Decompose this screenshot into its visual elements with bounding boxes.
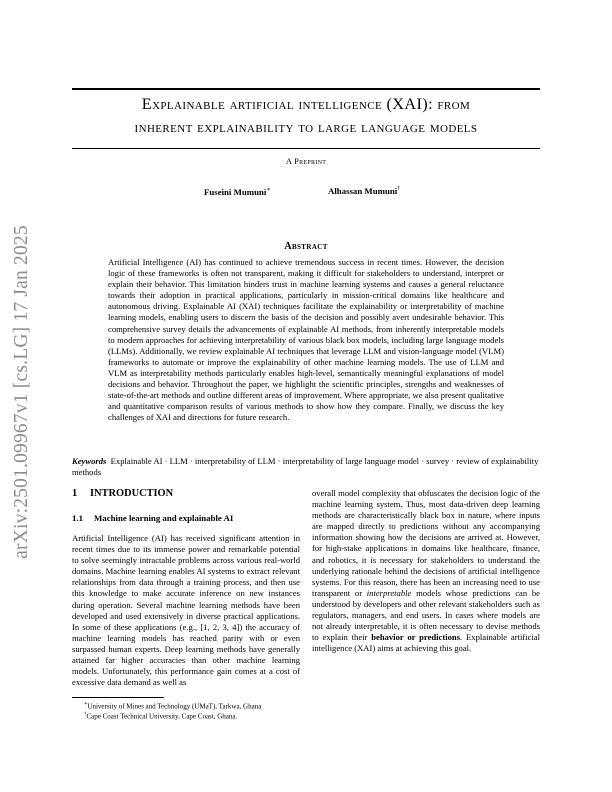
col2-text-1: overall model complexity that obfuscates the decision logic of the machine learning system. Thus, most data-driven deep learning methods are characteristically black box in nature, where inputs are mapped directly to predictions without any accompanying information showing how the decisions are arrived at. However, for high-stake applications in domains like healthcare, finance, and robotics, it is necessary for stakeholders to understand the underlying rationale behind the decisions of artificial intelligence systems. For this reason, there has been an increasing need to use transparent or bbox=[312, 488, 540, 598]
preprint-label: A Preprint bbox=[285, 157, 327, 166]
footnote-1-mark: ∗ bbox=[84, 702, 88, 707]
subsection-number: 1.1 bbox=[72, 513, 83, 523]
col2-text-2: models whose predictions can be understood by developers and other relevant stakeholders such as regulators, managers, and end users. In cases where models are not already interpretable, it is often necessary to devise methods to explain their bbox=[312, 587, 540, 643]
author-2-mark: † bbox=[397, 186, 401, 193]
footnote-2 bbox=[84, 710, 237, 721]
col2-italic: interpretable bbox=[366, 587, 412, 598]
keywords-label: Keywords bbox=[72, 456, 107, 466]
keywords bbox=[72, 456, 540, 478]
title-line-1: Explainable artificial intelligence (XAI): from bbox=[141, 95, 471, 113]
col2-text-3: . Explainable artificial intelligence (XAI) aims at achieving this goal. bbox=[312, 632, 540, 654]
col2-bold: behavior or predictions bbox=[371, 632, 461, 643]
abstract-body: Artificial Intelligence (AI) has continued to achieve tremendous success in recent times. However, the decision logic of these frameworks is often not transparent, making it difficult for stakeholders to understand, interpret or explain their behavior. This limitation hinders trust in machine learning systems and causes a general reluctance towards their adoption in practical applications, particularly in mission-critical domains like healthcare and autonomous driving. Explainable AI (XAI) techniques facilitate the explainability or interpretability of machine learning models, enabling users to discern the basis of the decision and possibly avert undesirable behavior. This comprehensive survey details the advancements of explainable AI methods, from inherently interpretable models to modern approaches for achieving interpretability of various black box models, including large language models (LLMs). Additionally, we review explainable AI techniques that leverage LLM and vision-language model (VLM) frameworks to automate or improve the explainability of other machine learning models. The use of LLM and VLM as interpretability methods particularly enables high-level, semantically meaningful explanations of model decisions and behavior. Throughout the paper, we highlight the scientific principles, strengths and weaknesses of state-of-the-art methods and outline different areas of improvement. Where appropriate, we also present qualitative and quantitative comparison results of various methods to show how they compare. Finally, we discuss the key challenges of XAI and directions for future research. bbox=[108, 257, 504, 423]
footnote-rule bbox=[72, 697, 164, 698]
body-column-left: Artificial Intelligence (AI) has received significant attention in recent times due to its immense power and remarkable potential to solve seemingly intractable problems across various real-world domains. Machine learning enables AI systems to extract relevant relationships from data through a training process, and then use this knowledge to make accurate inference on new instances during operation. Several machine learning methods have been developed and used extensively in diverse practical applications. In some of these applications (e.g., [1, 2, 3, 4]) the accuracy of machine learning models has reached parity with or even surpassed human experts. Deep learning methods have generally attained far higher accuracies than other machine learning models. Unfortunately, this performance gain comes at a cost of excessive data demand as well as bbox=[72, 533, 300, 688]
keywords-text: Explainable AI · LLM · interpretability of LLM · interpretability of large language model · survey · review of explainability methods bbox=[72, 456, 539, 478]
title-bottom-rule bbox=[72, 148, 540, 149]
author-2-name: Alhassan Mumuni bbox=[328, 186, 398, 196]
footnote-1-text: University of Mines and Technology (UMaT), Tarkwa, Ghana bbox=[87, 702, 262, 711]
abstract-heading: Abstract bbox=[284, 241, 328, 252]
paper-title bbox=[72, 93, 540, 139]
arxiv-stamp-text: arXiv:2501.09967v1 [cs.LG] 17 Jan 2025 bbox=[11, 225, 32, 559]
author-1-mark: ∗ bbox=[266, 187, 271, 193]
section-number: 1 bbox=[72, 488, 78, 499]
title-line-2: inherent explainability to large language models bbox=[134, 118, 478, 136]
subsection-heading bbox=[72, 513, 233, 523]
author-1-name: Fuseini Mumuni bbox=[204, 186, 267, 197]
footnote-2-mark: † bbox=[84, 712, 87, 717]
title-top-rule bbox=[72, 88, 540, 90]
footnote-2-text: Cape Coast Technical University, Cape Coast, Ghana. bbox=[86, 712, 238, 721]
author-2 bbox=[328, 186, 400, 196]
section-heading bbox=[72, 488, 173, 499]
subsection-title: Machine learning and explainable AI bbox=[94, 513, 234, 523]
body-column-right bbox=[312, 488, 540, 654]
author-1 bbox=[204, 186, 270, 197]
section-title: INTRODUCTION bbox=[90, 488, 174, 499]
